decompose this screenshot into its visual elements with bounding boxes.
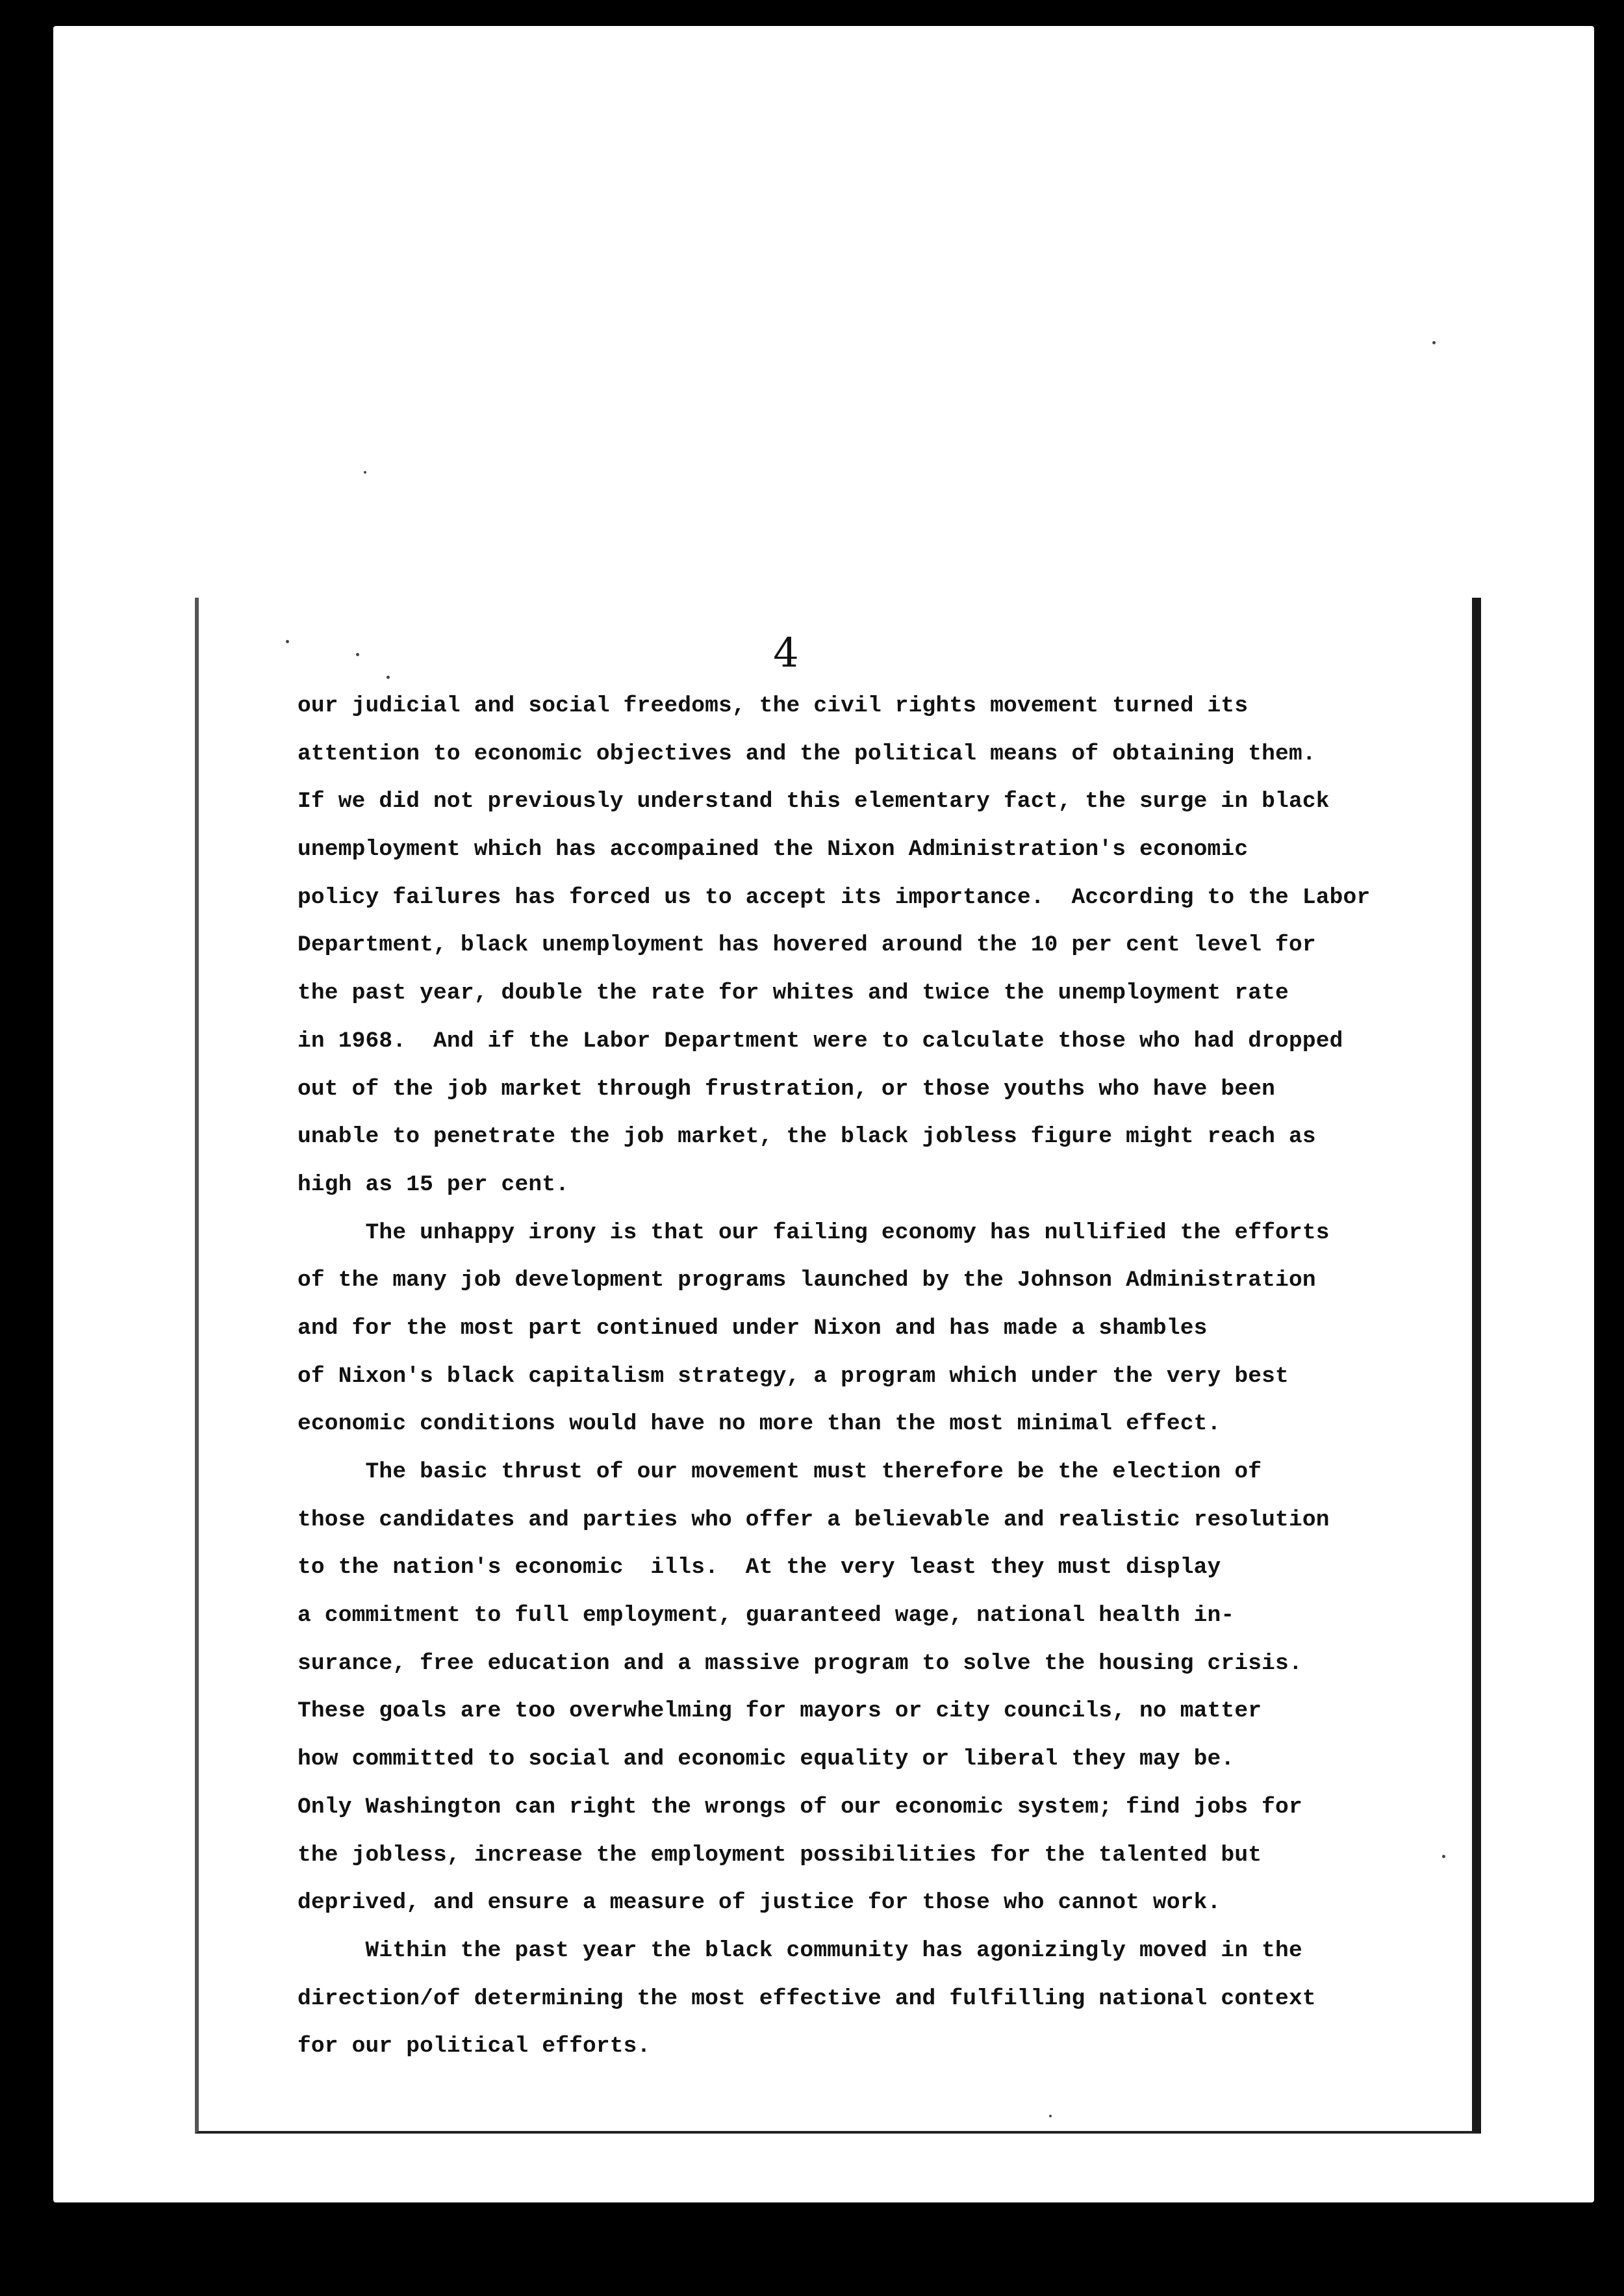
text-line: and for the most part continued under Nixon and has made a shambles: [298, 1315, 1208, 1341]
text-line: Within the past year the black community has agonizingly moved in the: [298, 1937, 1302, 1963]
text-line: These goals are too overwhelming for mayors or city councils, no matter: [298, 1698, 1262, 1724]
text-line: of Nixon's black capitalism strategy, a program which under the very best: [298, 1363, 1289, 1389]
speck: [1442, 1855, 1445, 1858]
speck: [1432, 341, 1436, 344]
speck: [387, 676, 390, 679]
text-line: to the nation's economic ills. At the very least they must display: [298, 1555, 1221, 1581]
text-line: The basic thrust of our movement must therefore be the election of: [298, 1459, 1262, 1485]
text-line: high as 15 per cent.: [298, 1171, 570, 1197]
speck: [286, 640, 289, 643]
text-line: our judicial and social freedoms, the civil rights movement turned its: [298, 693, 1249, 719]
speck: [356, 653, 359, 656]
text-line: deprived, and ensure a measure of justice for those who cannot work.: [298, 1890, 1221, 1916]
text-line: Only Washington can right the wrongs of our economic system; find jobs for: [298, 1794, 1302, 1820]
text-line: the past year, double the rate for whites and twice the unemployment rate: [298, 980, 1289, 1006]
page-number: 4: [773, 629, 799, 676]
text-line: unable to penetrate the job market, the black jobless figure might reach as: [298, 1124, 1316, 1150]
text-line: of the many job development programs launched by the Johnson Administration: [298, 1268, 1316, 1294]
speck: [1049, 2115, 1052, 2117]
text-line: out of the job market through frustration, or those youths who have been: [298, 1076, 1276, 1102]
text-line: surance, free education and a massive program to solve the housing crisis.: [298, 1650, 1302, 1676]
text-line: direction/of determining the most effective and fulfilling national context: [298, 1985, 1316, 2011]
text-line: unemployment which has accompained the Nixon Administration's economic: [298, 837, 1249, 863]
text-line: in 1968. And if the Labor Department were to calculate those who had dropped: [298, 1028, 1343, 1054]
text-line: those candidates and parties who offer a believable and realistic resolution: [298, 1507, 1330, 1533]
text-line: The unhappy irony is that our failing economy has nullified the efforts: [298, 1219, 1330, 1245]
text-line: how committed to social and economic equality or liberal they may be.: [298, 1746, 1235, 1772]
text-line: the jobless, increase the employment possibilities for the talented but: [298, 1842, 1262, 1868]
text-line: for our political efforts.: [298, 2034, 651, 2060]
text-line: attention to economic objectives and the political means of obtaining them.: [298, 741, 1316, 767]
text-line: If we did not previously understand this elementary fact, the surge in black: [298, 789, 1330, 815]
text-line: Department, black unemployment has hovered around the 10 per cent level for: [298, 932, 1316, 958]
speck: [364, 471, 366, 474]
text-line: economic conditions would have no more than the most minimal effect.: [298, 1411, 1221, 1437]
document-body: [298, 682, 1441, 2071]
text-line: a commitment to full employment, guaranteed wage, national health in-: [298, 1603, 1235, 1629]
text-line: policy failures has forced us to accept its importance. According to the Labor: [298, 884, 1371, 910]
